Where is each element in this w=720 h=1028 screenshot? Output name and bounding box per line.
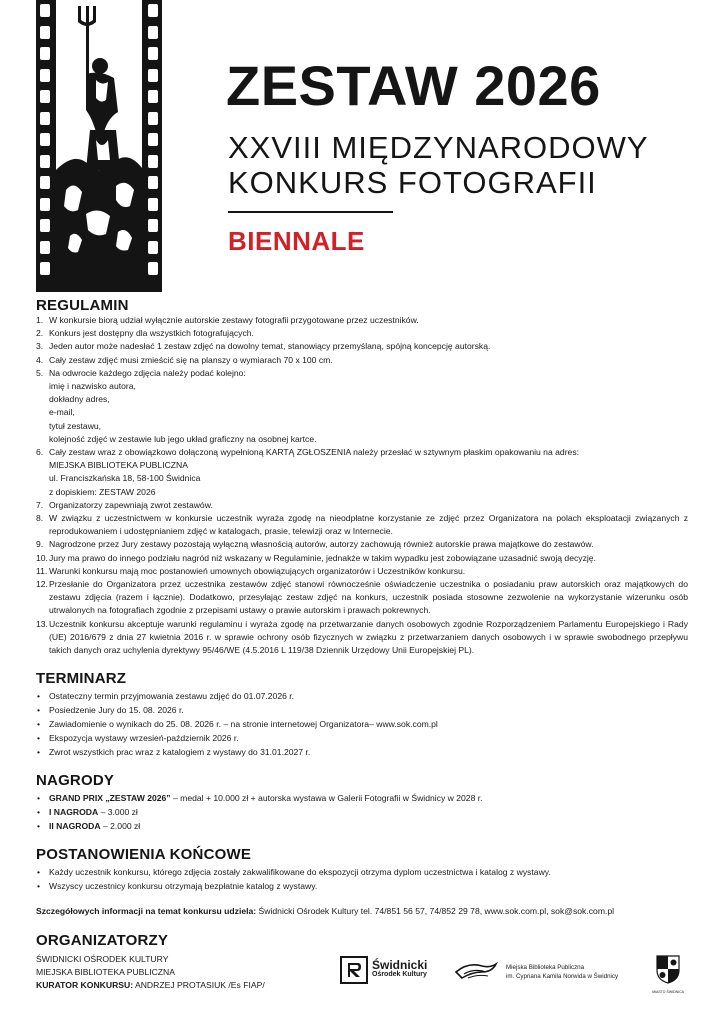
neptune-statue-image	[56, 0, 142, 292]
regulamin-list	[36, 314, 688, 657]
curator: KURATOR KONKURSU: ANDRZEJ PROTASIUK /Es FIAP/	[36, 980, 265, 991]
biennale-label: BIENNALE	[228, 226, 365, 256]
partner-logos	[340, 956, 688, 996]
list-item: • Ekspozycja wystawy wrzesień-październik 2026 r.	[36, 731, 688, 745]
list-item: 13. Uczestnik konkursu akceptuje warunki regulaminu i wyraża zgodę na przetwarzanie danych osobowych zgodnie Rozporządzeniem Parlamentu Europejskiego i Rady (UE) 2016/679 z dnia 27 kwietnia 2016 r. w sprawie ochrony osób fizycznych w związku z przetwarzaniem danych osobowych i w sprawie swobodnego przepływu takich danych oraz uchylenia dyrektywy 95/46/WE (4.5.2016 L 119/38 Dziennik Urzędowy Unii Europejskiej PL).	[36, 618, 688, 656]
document-body	[36, 296, 688, 992]
list-item: 11. Warunki konkursu mają moc postanowień umownych obowiązujących organizatorów i Uczestników konkursu.	[36, 565, 466, 576]
contact-info-text: Świdnicki Ośrodek Kultury tel. 74/851 56 57, 74/852 29 78, www.sok.com.pl, sok@sok.com.pl	[256, 906, 615, 917]
list-item: • Posiedzenie Jury do 15. 08. 2026 r.	[36, 703, 688, 717]
mailing-address: MIEJSKA BIBLIOTEKA PUBLICZNA ul. Franciszkańska 18, 58-100 Świdnica z dopiskiem: ZESTAW 2026	[49, 460, 201, 497]
bird-emblem-icon	[454, 960, 498, 984]
list-item: 2. Konkurs jest dostępny dla wszystkich fotografujących.	[36, 328, 254, 339]
postanowienia-list	[36, 865, 688, 893]
list-item: • Każdy uczestnik konkursu, którego zdjęcia zostały zakwalifikowane do ekspozycji otrzyma dyplom uczestnictwa i katalog z wystawy.	[36, 865, 688, 879]
postanowienia-section	[36, 846, 688, 893]
organizer-mbp: MIEJSKA BIBLIOTEKA PUBLICZNA	[36, 967, 175, 978]
list-item: 9. Nagrodzone przez Jury zestawy pozostają wyłączną własnością autorów, autorzy zachowują również autorskie prawa majątkowe do zestawów.	[36, 539, 594, 550]
terminarz-list	[36, 689, 688, 759]
nagrody-section	[36, 772, 688, 833]
header-divider	[228, 211, 393, 213]
regulamin-section	[36, 297, 688, 657]
sok-logo	[340, 956, 427, 984]
poster-title: ZESTAW 2026	[226, 54, 601, 117]
contact-info	[36, 906, 688, 916]
list-item: • II NAGRODA – 2.000 zł	[36, 819, 688, 833]
postanowienia-heading: POSTANOWIENIA KOŃCOWE	[36, 846, 252, 864]
city-coat-of-arms-icon	[655, 954, 681, 984]
list-item: • I NAGRODA – 3.000 zł	[36, 805, 688, 819]
sok-emblem-icon	[340, 956, 368, 984]
list-item: 7. Organizatorzy zapewniają zwrot zestawów.	[36, 499, 213, 510]
list-item: 6. Cały zestaw wraz z obowiązkowo dołączoną wypełnioną KARTĄ ZGŁOSZENIA należy przesłać w sztywnym płaskim opakowaniu na adres:	[36, 447, 580, 458]
list-item: 1. W konkursie biorą udział wyłącznie autorskie zestawy fotografii przygotowane przez uczestników.	[36, 315, 419, 325]
item5-sublist: imię i nazwisko autora, dokładny adres, e-mail, tytuł zestawu, kolejność zdjęć w zestawie lub jego układ graficzny na osobnej kartce.	[49, 381, 317, 444]
mbp-logo	[454, 960, 618, 984]
terminarz-section	[36, 670, 688, 759]
contact-info-label: Szczegółowych informacji na temat konkursu udziela:	[36, 906, 257, 917]
list-item: • Ostateczny termin przyjmowania zestawu zdjęć do 01.07.2026 r.	[36, 689, 688, 703]
list-item: • Zwrot wszystkich prac wraz z katalogiem z wystawy do 31.01.2027 r.	[36, 745, 688, 759]
list-item: 10. Jury ma prawo do innego podziału nagród niż wskazany w Regulaminie, jednakże w takim wypadku jest zobowiązane uzasadnić swoją decyzję.	[36, 552, 596, 563]
terminarz-heading: TERMINARZ	[36, 670, 127, 688]
list-item: 12. Przesłanie do Organizatora przez uczestnika zestawów zdjęć stanowi równocześnie oświadczenie uczestnika o posiadaniu praw autorskich oraz majątkowych do zestawu zdjęcia (razem i łącznie). Dodatkowo, przesyłając zestaw zdjęć na konkurs, uczestnik posiada stosowne zezwolenie na wykorzystanie wizerunku osób utrwalonych na fotografiach zgodnie z przepisami ustawy o prawie autorskim i prawach pokrewnych.	[36, 579, 688, 616]
list-item: • GRAND PRIX „ZESTAW 2026” – medal + 10.000 zł + autorska wystawa w Galerii Fotografii w Świdnicy w 2028 r.	[36, 791, 688, 805]
list-item: 8. W związku z uczestnictwem w konkursie uczestnik wyraża zgodę na nieodpłatne korzystanie ze zdjęć przez Organizatora na polach eksploatacji związanych z reprodukowaniem i udostępnianiem zdjęć w katalogach, prasie, telewizji oraz w Internecie.	[36, 513, 688, 537]
list-item: 5. Na odwrocie każdego zdjęcia należy podać kolejno:	[36, 367, 246, 378]
nagrody-heading: NAGRODY	[36, 772, 115, 790]
list-item: 4. Cały zestaw zdjęć musi zmieścić się na planszy o wymiarach 70 x 100 cm.	[36, 354, 333, 365]
sok-logo-line-2: Ośrodek Kultury	[372, 971, 427, 978]
city-crest	[652, 954, 684, 994]
city-crest-caption: MIASTO ŚWIDNICA	[652, 990, 684, 994]
film-strip-illustration	[36, 0, 162, 292]
list-item: • Zawiadomienie o wynikach do 25. 08. 2026 r. – na stronie internetowej Organizatora– www.sok.com.pl	[36, 717, 688, 731]
regulamin-heading: REGULAMIN	[36, 297, 129, 314]
list-item: • Wszyscy uczestnicy konkursu otrzymają bezpłatnie katalog z wystawy.	[36, 879, 688, 893]
sok-logo-line-1: Świdnicki	[372, 958, 428, 972]
subtitle-line-1: XXVIII MIĘDZYNARODOWY	[228, 130, 649, 165]
organizatorzy-heading: ORGANIZATORZY	[36, 932, 169, 950]
list-item: 3. Jeden autor może nadesłać 1 zestaw zdjęć na dowolny temat, stanowiący przemyślaną, spójną koncepcję autorską.	[36, 341, 491, 352]
mbp-logo-line-2: im. Cypriana Kamila Norwida w Świdnicy	[506, 973, 619, 980]
nagrody-list	[36, 791, 688, 833]
subtitle-line-2: KONKURS FOTOGRAFII	[228, 165, 597, 200]
film-perforations-left	[40, 4, 50, 284]
film-perforations-right	[148, 4, 158, 284]
poster-subtitle	[228, 130, 649, 200]
organizer-sok: ŚWIDNICKI OŚRODEK KULTURY	[36, 954, 169, 965]
mbp-logo-line-1: Miejska Biblioteka Publiczna	[506, 964, 585, 971]
